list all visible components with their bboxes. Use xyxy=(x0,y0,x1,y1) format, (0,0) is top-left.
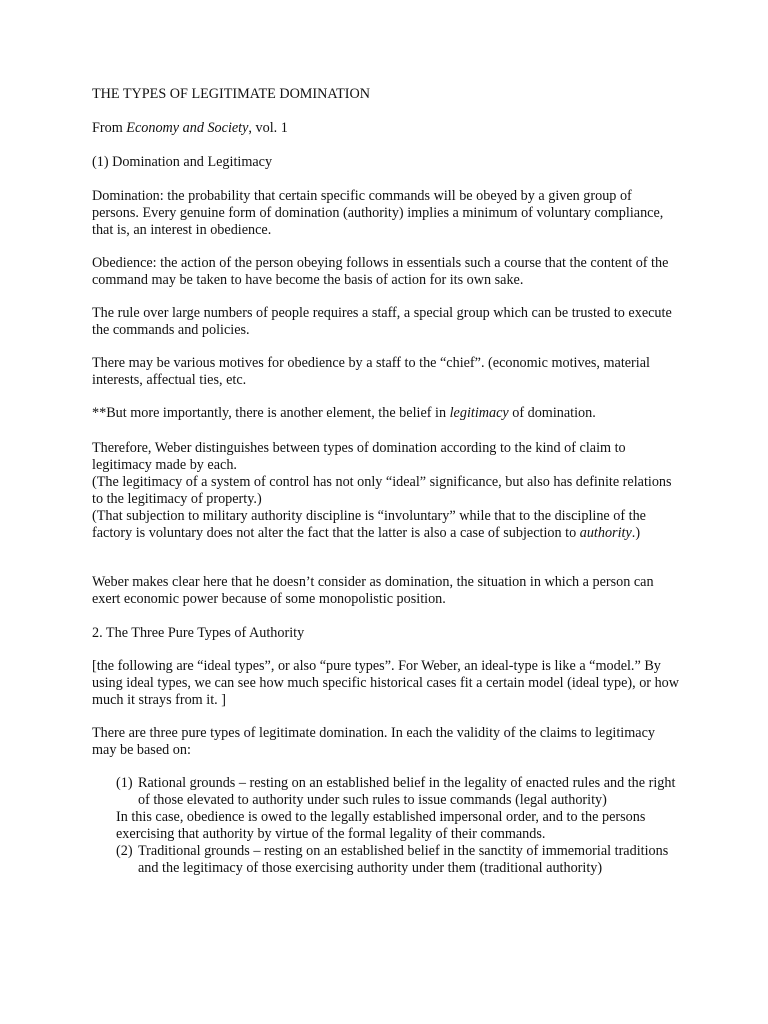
document-title: THE TYPES OF LEGITIMATE DOMINATION xyxy=(92,86,370,102)
title-block xyxy=(92,86,682,103)
source-suffix: , vol. 1 xyxy=(248,120,288,136)
list-number: (2) xyxy=(116,843,133,859)
paragraph-in-this-case: In this case, obedience is owed to the legally established impersonal order, and to the persons exercising that authority by virtue of the formal legality of their commands. xyxy=(116,809,646,842)
paragraph-three-types: There are three pure types of legitimate domination. In each the validity of the claims to legitimacy may be based on: xyxy=(92,725,655,758)
paragraph-domination: Domination: the probability that certain specific commands will be obeyed by a given group of persons. Every genuine form of domination (authority) implies a minimum of voluntary compliance, that is, an interest in obedience. xyxy=(92,188,664,238)
paragraph-obedience: Obedience: the action of the person obeying follows in essentials such a course that the content of the command may be taken to have become the basis of action for its own sake. xyxy=(92,255,669,288)
section2-heading: 2. The Three Pure Types of Authority xyxy=(92,625,305,641)
paragraph-subjection: (That subjection to military authority discipline is “involuntary” while that to the discipline of the factory is voluntary does not alter the fact that the latter is also a case of subjection to authority.) xyxy=(92,508,646,541)
paragraph-legitimacy-control: (The legitimacy of a system of control has not only “ideal” significance, but also has definite relations to the legitimacy of property.) xyxy=(92,474,672,507)
list-item-text: Rational grounds – resting on an established belief in the legality of enacted rules and the right of those elevated to authority under such rules to issue commands (legal authority) xyxy=(138,775,676,808)
list-item xyxy=(92,775,682,809)
list-number: (1) xyxy=(116,775,133,791)
source-line xyxy=(92,120,682,137)
emphasis-legitimacy: legitimacy xyxy=(449,405,509,421)
paragraph-weber-clear: Weber makes clear here that he doesn’t consider as domination, the situation in which a person can exert economic power because of some monopolistic position. xyxy=(92,574,654,607)
paragraph-belief-legitimacy: **But more importantly, there is another element, the belief in legitimacy of domination. xyxy=(92,405,596,421)
list-item xyxy=(92,843,682,877)
emphasis-authority: authority xyxy=(579,525,632,541)
paragraph-ideal-types: [the following are “ideal types”, or also “pure types”. For Weber, an ideal-type is like a “model.” By using ideal types, we can see how much specific historical cases fit a certain model (ideal type), or how much it strays from it. ] xyxy=(92,658,680,708)
section1-heading: (1) Domination and Legitimacy xyxy=(92,154,273,170)
paragraph-motives: There may be various motives for obedience by a staff to the “chief”. (economic motives, material interests, affectual ties, etc. xyxy=(92,355,650,388)
grounds-list xyxy=(92,775,682,877)
paragraph-therefore: Therefore, Weber distinguishes between types of domination according to the kind of claim to legitimacy made by each. xyxy=(92,440,626,473)
source-book-title: Economy and Society xyxy=(126,120,249,136)
paragraph-rule-staff: The rule over large numbers of people requires a staff, a special group which can be trusted to execute the commands and policies. xyxy=(92,305,672,338)
source-prefix: From xyxy=(92,120,127,136)
list-item-text: Traditional grounds – resting on an established belief in the sanctity of immemorial traditions and the legitimacy of those exercising authority under them (traditional authority) xyxy=(138,843,669,876)
